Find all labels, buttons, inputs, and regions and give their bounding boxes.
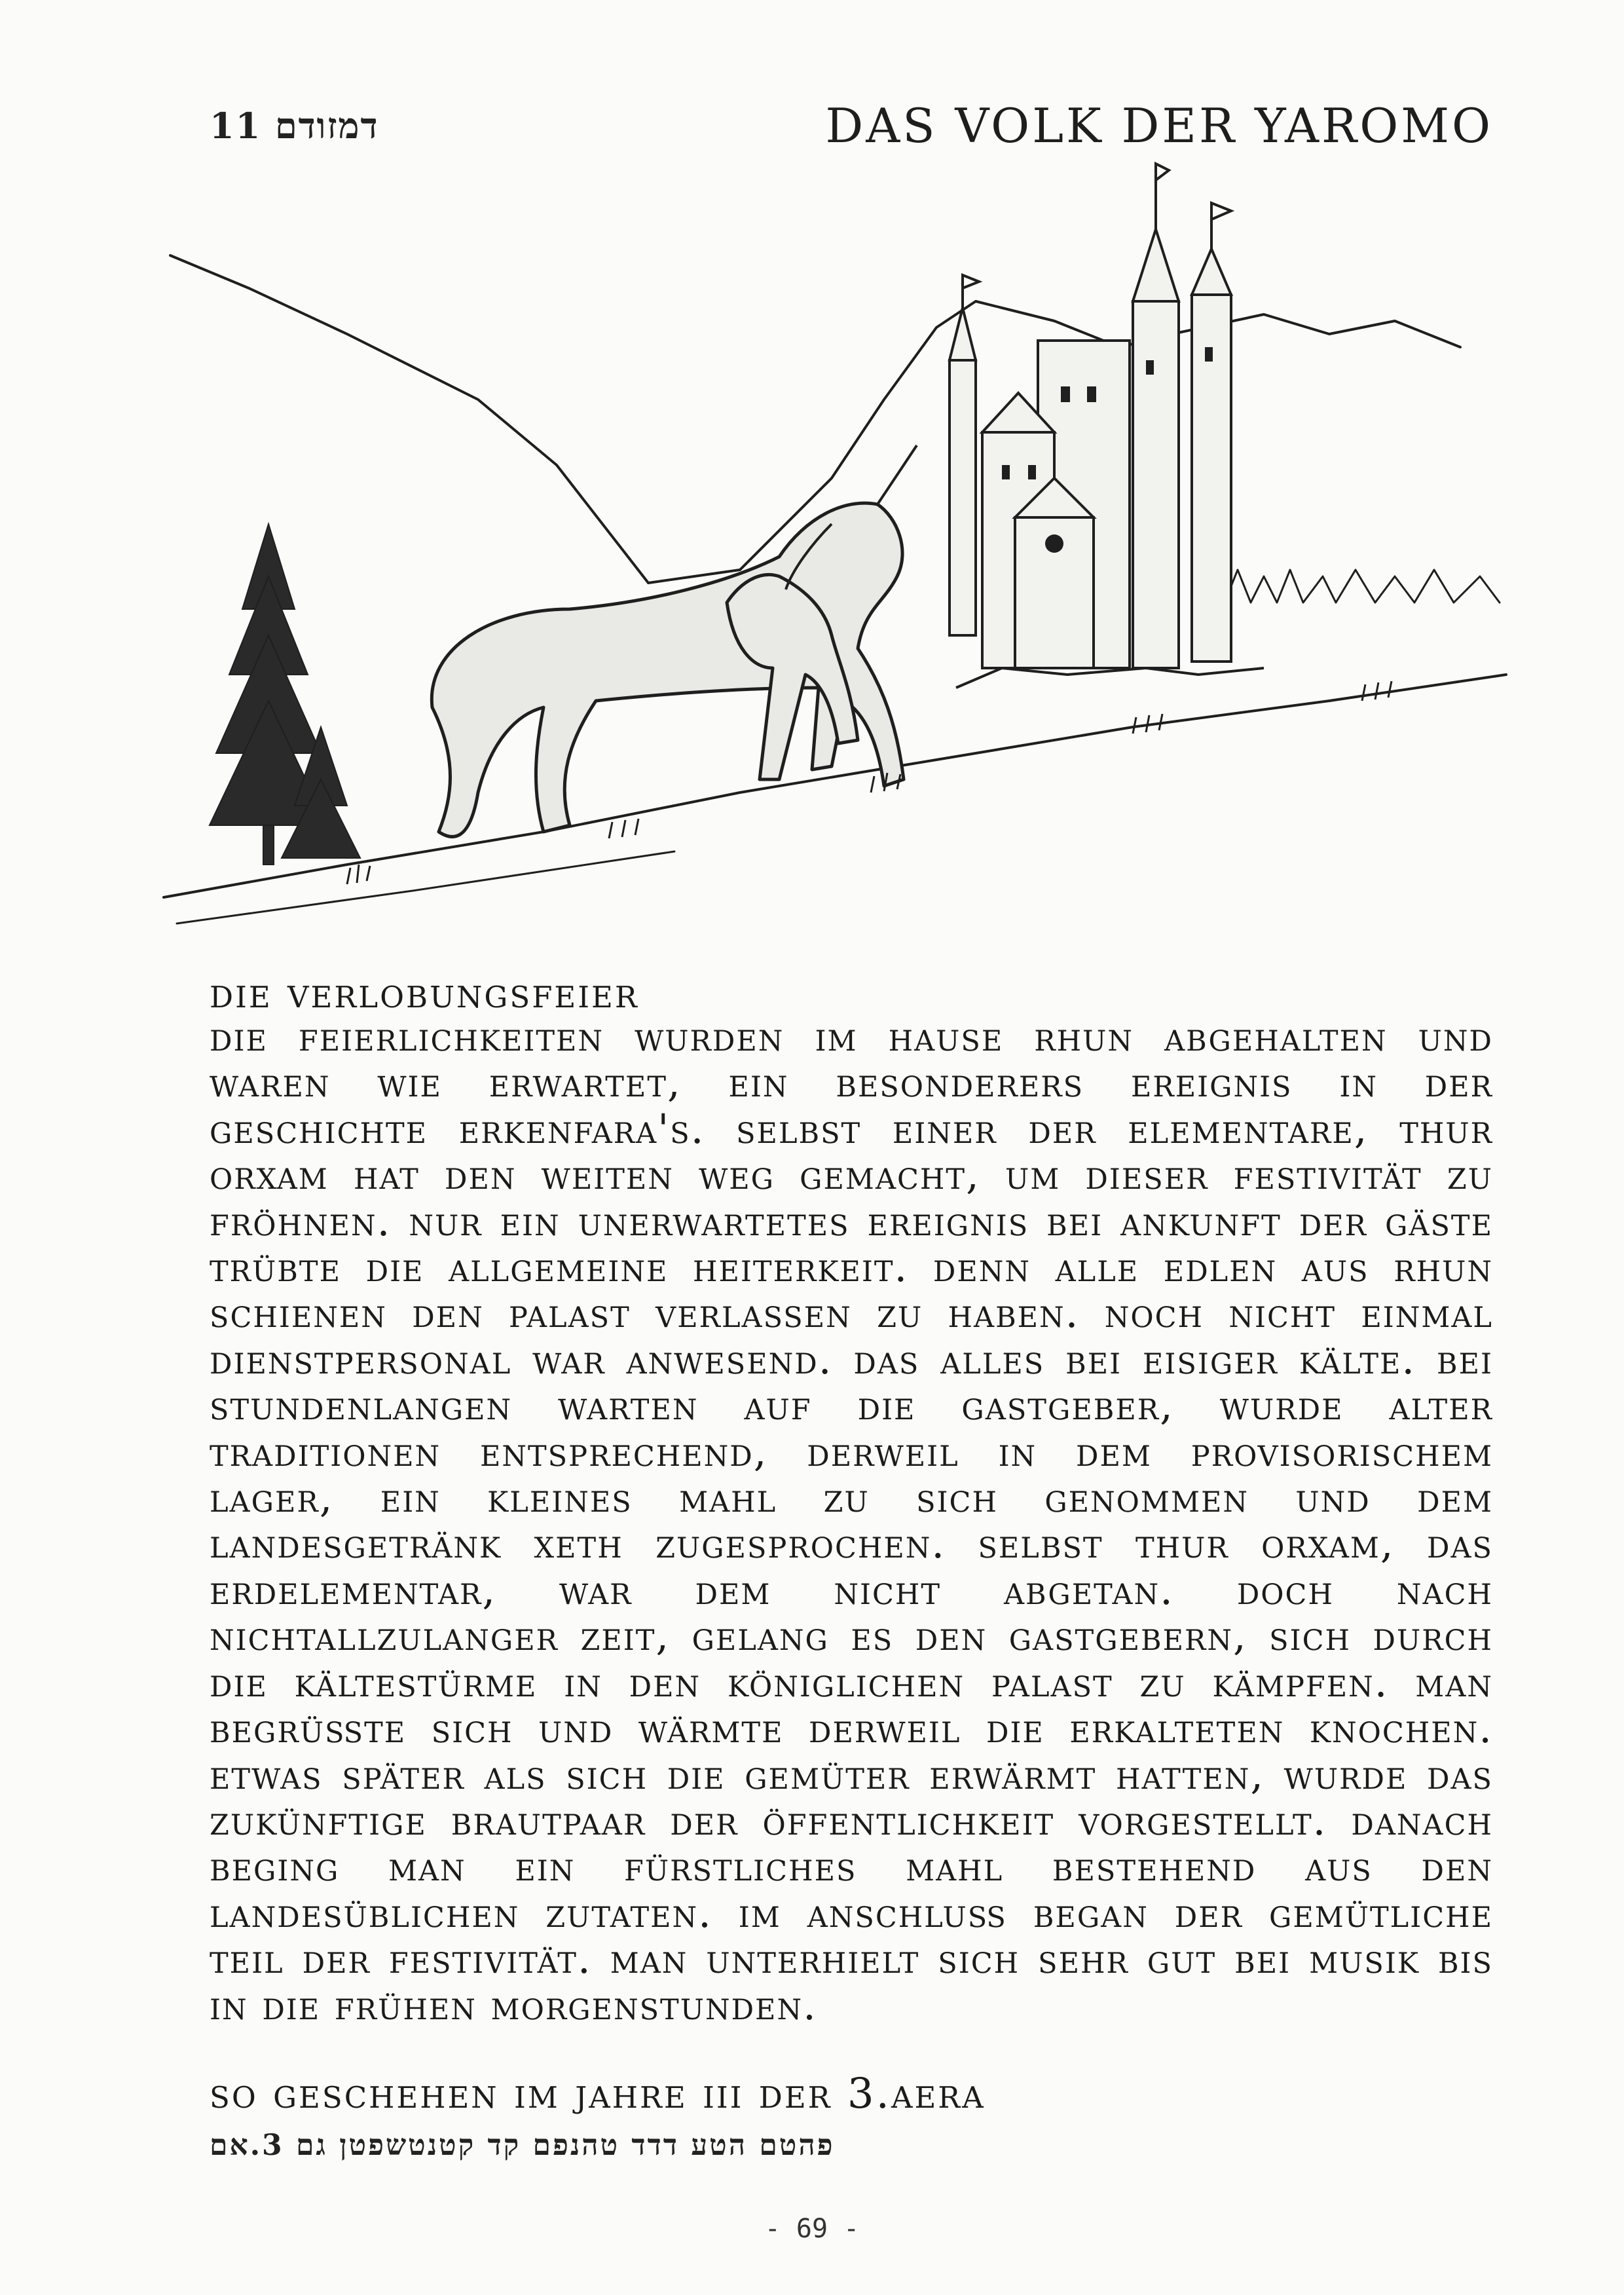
article-heading: die verlobungsfeier (210, 969, 639, 1018)
page-number: - 69 - (764, 2214, 860, 2244)
script-subline: פהטם הטע דדד טהנפם קד קטנטשפטן גם 3.אם (210, 2129, 835, 2162)
article-closing: so geschehen im jahre iii der 3.aera (210, 2070, 986, 2118)
header-title: DAS VOLK DER YAROMO (825, 98, 1493, 153)
article-body: die feierlichkeiten wurden im hause rhun abgehalten und waren wie erwartet, ein besonderers ereignis in der geschichte erkenfara's. selbst einer der elementare, thur orxam hat den weiten weg gemacht, um dieser festivität zu fröhnen. nur ein unerwartetes ereignis bei ankunft der gäste trübte die allgemeine heiterkeit. denn alle edlen aus rhun schienen den palast verlassen zu haben. noch nicht einmal dienstpersonal war anwesend. das alles bei eisiger kälte. bei stundenlangen warten auf die gastgeber, wurde alter traditionen entsprechend, derweil in dem provisorischem lager, ein kleines mahl zu sich genommen und dem landesgetränk xeth zugesprochen. selbst thur orxam, das erdelementar, war dem nicht abgetan. doch nach nichtallzulanger zeit, gelang es den gastgebern, sich durch die kältestürme in den königlichen palast zu kämpfen. man begrüßte sich und wärmte derweil die erkalteten knochen. etwas später als sich die gemüter erwärmt hatten, wurde das zukünftige brautpaar der öffentlichkeit vorgestellt. danach beging man ein fürstliches mahl bestehend aus den landesüblichen zutaten. im anschluß began der gemütliche teil der festivität. man unterhielt sich sehr gut bei musik bis in die frühen morgenstunden. (210, 1013, 1493, 2029)
castle-unicorn-illustration (151, 151, 1559, 976)
header-left: דמזודם 11 (210, 105, 379, 147)
